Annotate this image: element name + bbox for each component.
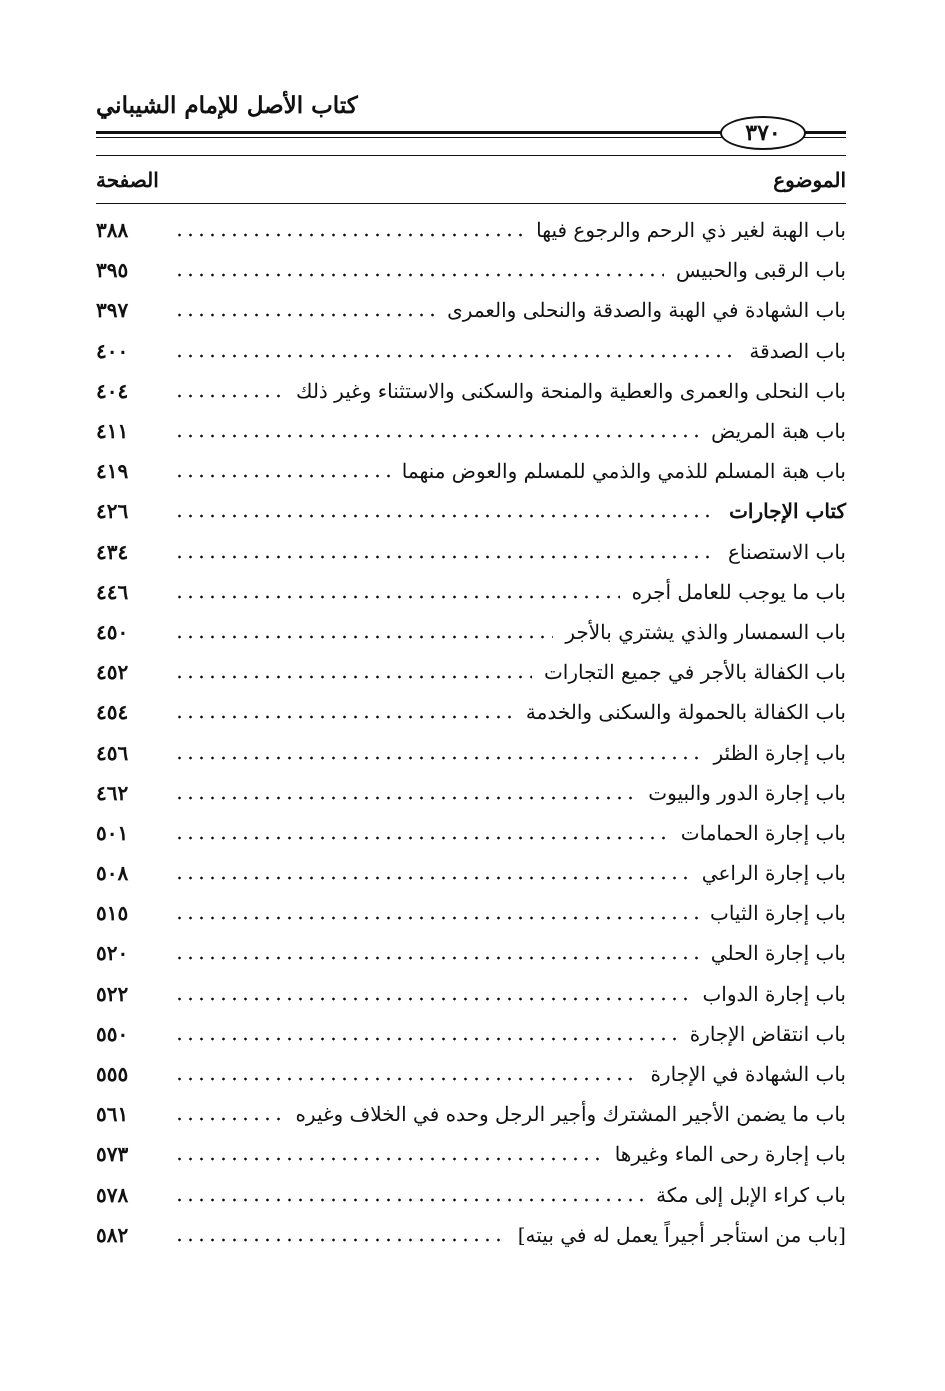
- toc-entry: [96, 210, 846, 250]
- toc-dot-leader: [174, 232, 524, 238]
- toc-dot-leader: [174, 272, 664, 278]
- toc-entry: [96, 572, 846, 612]
- toc-entry: [96, 974, 846, 1014]
- table-of-contents: [96, 210, 846, 1255]
- toc-entry: [96, 1175, 846, 1215]
- toc-entry: [96, 371, 846, 411]
- toc-entry: [96, 893, 846, 933]
- toc-entry-page: ٤٥٠: [96, 619, 129, 644]
- toc-entry: [96, 451, 846, 491]
- toc-entry-page: ٥٧٣: [96, 1142, 129, 1167]
- toc-dot-leader: [174, 755, 702, 761]
- header-rule-thin-lower: [96, 155, 846, 156]
- toc-entry-title: باب الكفالة بالأجر في جميع التجارات: [543, 660, 846, 685]
- toc-dot-leader: [174, 875, 690, 881]
- toc-entry-title: باب الصدقة: [749, 338, 846, 363]
- toc-dot-leader: [174, 433, 699, 439]
- toc-entry: [96, 773, 846, 813]
- toc-entry: [96, 1014, 846, 1054]
- page-column-header: الصفحة: [96, 168, 159, 192]
- toc-entry: [96, 612, 846, 652]
- toc-entry-title: باب النحلى والعمرى والعطية والمنحة والسكنى والاستثناء وغير ذلك: [295, 378, 846, 403]
- toc-dot-leader: [174, 955, 699, 961]
- page-number-badge: [720, 116, 806, 150]
- toc-entry-page: ٤١٩: [96, 459, 129, 484]
- toc-dot-leader: [174, 835, 669, 841]
- toc-entry-page: ٥٥٠: [96, 1021, 129, 1046]
- toc-entry-page: ٥٦١: [96, 1102, 129, 1127]
- toc-entry-title: باب هبة المسلم للذمي والذمي للمسلم والعوض منهما: [401, 459, 846, 484]
- toc-entry-page: ٣٩٥: [96, 258, 129, 283]
- toc-entry-page: ٥٥٥: [96, 1062, 129, 1087]
- toc-dot-leader: [174, 714, 514, 720]
- toc-entry-page: ٥٠٨: [96, 861, 129, 886]
- toc-entry-page: ٥٢٢: [96, 981, 129, 1006]
- toc-entry-page: ٤٥٤: [96, 700, 129, 725]
- toc-entry-page: ٥٧٨: [96, 1182, 129, 1207]
- toc-dot-leader: [174, 554, 716, 560]
- toc-entry-title: باب إجارة الظئر: [713, 740, 846, 765]
- toc-dot-leader: [174, 353, 737, 359]
- toc-dot-leader: [174, 996, 690, 1002]
- toc-entry: [96, 1094, 846, 1134]
- toc-dot-leader: [174, 915, 698, 921]
- toc-entry-title: باب الشهادة في الإجارة: [650, 1062, 846, 1087]
- toc-entry: [96, 1215, 846, 1255]
- toc-dot-leader: [174, 1237, 506, 1243]
- toc-entry-page: ٥٠١: [96, 820, 129, 845]
- toc-dot-leader: [174, 1076, 638, 1082]
- toc-entry-page: ٤٠٤: [96, 378, 129, 403]
- toc-entry-page: ٥٢٠: [96, 941, 129, 966]
- toc-dot-leader: [174, 674, 532, 680]
- toc-dot-leader: [174, 1197, 644, 1203]
- toc-dot-leader: [174, 513, 717, 519]
- toc-dot-leader: [174, 795, 636, 801]
- toc-entry: [96, 290, 846, 330]
- toc-entry-page: ٤١١: [96, 419, 129, 444]
- toc-entry-title: باب كراء الإبل إلى مكة: [656, 1182, 846, 1207]
- toc-entry-title: باب الهبة لغير ذي الرحم والرجوع فيها: [536, 218, 846, 243]
- toc-entry-title: باب إجارة الحمامات: [680, 820, 846, 845]
- toc-entry-page: ٤٠٠: [96, 338, 129, 363]
- toc-dot-leader: [174, 1156, 603, 1162]
- toc-entry-title: باب ما يوجب للعامل أجره: [631, 579, 846, 604]
- toc-entry-title: باب إجارة رحى الماء وغيرها: [614, 1142, 846, 1167]
- toc-entry-page: ٤٥٦: [96, 740, 129, 765]
- toc-entry: [96, 1134, 846, 1174]
- toc-entry-page: ٣٩٧: [96, 298, 129, 323]
- toc-dot-leader: [174, 594, 620, 600]
- toc-entry: [96, 491, 846, 531]
- toc-entry-title: باب الشهادة في الهبة والصدقة والنحلى والعمرى: [447, 298, 846, 323]
- toc-dot-leader: [174, 473, 390, 479]
- toc-entry: [96, 411, 846, 451]
- toc-entry-title: باب انتقاض الإجارة: [689, 1021, 846, 1046]
- topic-column-header: الموضوع: [773, 168, 846, 192]
- toc-entry: [96, 250, 846, 290]
- toc-entry-title: باب إجارة الحلي: [710, 941, 846, 966]
- column-header-rule: [96, 203, 846, 204]
- toc-dot-leader: [174, 1036, 678, 1042]
- toc-entry-page: ٥١٥: [96, 901, 129, 926]
- toc-entry-title: باب إجارة الثياب: [710, 901, 846, 926]
- toc-dot-leader: [174, 312, 435, 318]
- book-title: كتاب الأصل للإمام الشيباني: [96, 92, 358, 119]
- toc-entry: [96, 813, 846, 853]
- toc-entry-title: كتاب الإجارات: [729, 499, 846, 524]
- toc-entry: [96, 692, 846, 732]
- toc-entry: [96, 532, 846, 572]
- toc-entry-page: ٤٥٢: [96, 660, 129, 685]
- toc-entry-title: باب الكفالة بالحمولة والسكنى والخدمة: [525, 700, 846, 725]
- toc-entry-title: [باب من استأجر أجيراً يعمل له في بيته]: [517, 1222, 846, 1247]
- toc-entry-page: ٤٣٤: [96, 539, 129, 564]
- toc-entry-page: ٤٢٦: [96, 499, 129, 524]
- page-number: ٣٧٠: [745, 120, 781, 146]
- toc-entry: [96, 1054, 846, 1094]
- toc-entry-page: ٤٦٢: [96, 780, 129, 805]
- toc-entry-page: ٥٨٢: [96, 1222, 129, 1247]
- toc-entry: [96, 331, 846, 371]
- toc-dot-leader: [174, 634, 553, 640]
- toc-entry-title: باب السمسار والذي يشتري بالأجر: [565, 619, 846, 644]
- toc-entry: [96, 853, 846, 893]
- toc-entry-title: باب ما يضمن الأجير المشترك وأجير الرجل وحده في الخلاف وغيره: [295, 1102, 846, 1127]
- toc-dot-leader: [174, 1116, 283, 1122]
- toc-entry: [96, 652, 846, 692]
- toc-entry-title: باب هبة المريض: [711, 419, 846, 444]
- toc-entry: [96, 933, 846, 973]
- toc-entry-page: ٣٨٨: [96, 218, 129, 243]
- toc-dot-leader: [174, 393, 284, 399]
- toc-entry-title: باب إجارة الدواب: [702, 981, 846, 1006]
- toc-entry-title: باب إجارة الدور والبيوت: [648, 780, 846, 805]
- toc-entry-page: ٤٤٦: [96, 579, 129, 604]
- toc-entry-title: باب الاستصناع: [727, 539, 846, 564]
- toc-entry: [96, 732, 846, 772]
- toc-entry-title: باب الرقبى والحبيس: [676, 258, 846, 283]
- toc-entry-title: باب إجارة الراعي: [701, 861, 846, 886]
